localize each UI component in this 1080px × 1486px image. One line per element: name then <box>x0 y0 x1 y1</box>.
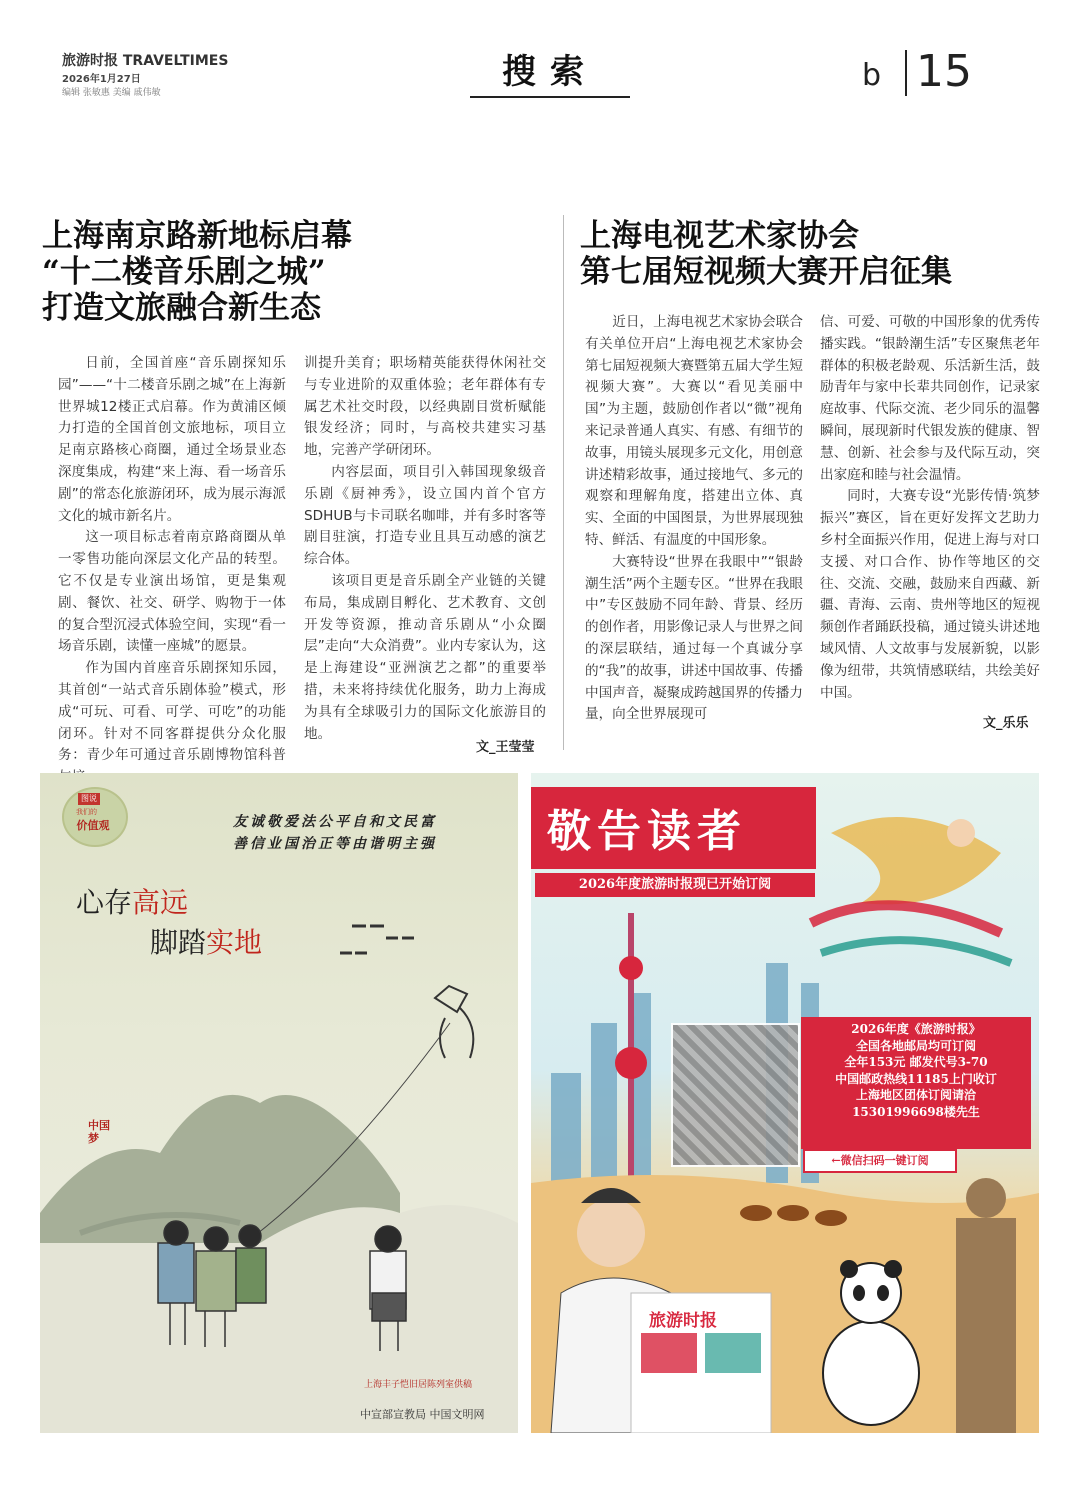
paragraph: 作为国内首座音乐剧探知乐园，其首创“一站式音乐剧体验”模式，形成“可玩、可看、可学、可吃”的功能闭环。针对不同客群提供分众化服务：青少年可通过音乐剧博物馆科普 <box>58 660 286 764</box>
slogan-red: 实地 <box>206 926 263 959</box>
info-line: 15301996698楼先生 <box>852 1104 980 1119</box>
poster-logo-bottom: 价值观 <box>76 819 110 832</box>
slogan-red: 高远 <box>132 886 189 919</box>
info-line: 全年153元 邮发代号3-70 <box>844 1055 988 1069</box>
qr-code[interactable] <box>671 1023 800 1167</box>
left-article-column-2 <box>304 353 546 745</box>
left-article-headline <box>42 218 542 326</box>
poster-credit-small: 上海丰子恺旧居陈列室供稿 <box>364 1380 473 1390</box>
kite-painting <box>40 773 518 1433</box>
poster-logo-mid: 我们的 <box>76 808 97 816</box>
scan-to-subscribe: ←微信扫码一键订阅 <box>803 1149 957 1173</box>
paragraph: 该项目更是音乐剧全产业链的关键布局，集成剧目孵化、艺术教育、文创开发等资源，推动音乐剧从“小众圈层”走向“大众消费”。业内专家认为，这是上海建设“亚洲演艺之都”的重要举措，未来将持续优化服务，助力上海成为具有全球吸引力的国际文化旅游目的地。 <box>304 572 546 742</box>
kite-icon <box>435 986 473 1058</box>
slogan-plain: 脚踏 <box>150 926 207 959</box>
left-article-author: 文_王莹莹 <box>476 740 535 755</box>
page-number: 15 <box>916 46 972 97</box>
info-line: 全国各地邮局均可订阅 <box>855 1038 976 1053</box>
subscription-info <box>801 1017 1031 1149</box>
right-article-column-1 <box>585 312 803 726</box>
values-poster <box>40 773 518 1433</box>
ad-title: 敬告读者 <box>547 806 747 857</box>
headline-line: 第七届短视频大赛开启征集 <box>580 254 952 290</box>
values-line-2: 善信业国治正等由谐明主强 <box>233 836 437 852</box>
poster-logo-top: 图说 <box>78 793 100 805</box>
paragraph: 日前，全国首座“音乐剧探知乐园”——“十二楼音乐剧之城”在上海新世界城12楼正式启幕。作为黄浦区倾力打造的全国首创文旅地标，项目立足南京路核心商圈，通过全场景业态深度集成，构建“来上海、看一场音乐剧”的常态化旅游闭环，成为展示海派文化的城市新名片。 <box>58 355 286 524</box>
info-line: 2026年度《旅游时报》 <box>851 1022 981 1036</box>
headline-line: “十二楼音乐剧之城” <box>42 254 326 290</box>
column-divider <box>563 215 564 750</box>
section-title: 搜索 <box>502 52 598 92</box>
ad-subtitle: 2026年度旅游时报现已开始订阅 <box>535 873 815 897</box>
left-article-column-1 <box>58 353 286 789</box>
values-line-1: 友诚敬爱法公平自和文民富 <box>233 814 437 830</box>
paragraph: 内容层面，项目引入韩国现象级音乐剧《厨神秀》，设立国内首个官方SDHUB与卡司联名咖啡，并有多时客等剧目驻演，打造专业且具互动感的演艺综合体。 <box>304 463 546 568</box>
masthead-editors: 编辑 张敏惠 美编 戚伟敏 <box>62 88 161 98</box>
right-article-author: 文_乐乐 <box>983 716 1029 731</box>
masthead-paper-name: 旅游时报 TRAVELTIMES <box>62 53 229 69</box>
section-underline <box>470 96 630 98</box>
page-letter: b <box>862 58 882 93</box>
apsara-figure <box>947 819 975 847</box>
birds-icon <box>340 926 414 953</box>
page-divider <box>905 50 907 96</box>
info-line: 中国邮政热线11185上门收订 <box>835 1071 997 1086</box>
paragraph: 信、可爱、可敬的中国形象的优秀传播实践。“银龄潮生活”专区聚焦老年群体的积极老龄观、乐活新生活，鼓励青年与家中长辈共同创作，记录家庭故事、代际交流、老少同乐的温馨瞬间，展现新时代银发族的健康、智慧、创新、社会参与及代际互动，突出家庭和睦与社会温情。 <box>820 314 1040 483</box>
headline-line: 打造文旅融合新生态 <box>42 290 321 326</box>
right-article-headline <box>580 218 1060 290</box>
newspaper-title: 旅游时报 <box>649 1311 717 1331</box>
headline-line: 上海南京路新地标启幕 <box>42 218 352 254</box>
right-article-column-2 <box>820 312 1040 704</box>
poster-credit: 中宣部宣教局 中国文明网 <box>360 1408 485 1421</box>
paragraph: 近日，上海电视艺术家协会联合有关单位开启“上海电视艺术家协会第七届短视频大赛暨第五届大学生短视频大赛”。大赛以“看见美丽中国”为主题，鼓励创作者以“微”视角来记录普通人真实、有感、有细节的故事，用镜头展现多元文化，用创意讲述精彩故事，通过接地气、多元的观察和理解角度，搭建出立体、真实、全面的中国图景，为世界展现独特、鲜活、有温度的中国形象。 <box>585 314 803 548</box>
headline-line: 上海电视艺术家协会 <box>580 218 859 254</box>
paragraph: 同时，大赛专设“光影传情·筑梦振兴”赛区，旨在更好发挥文艺助力乡村全面振兴作用，促进上海与对口支援、对口合作、协作等地区的交往、交流、交融，鼓励来自西藏、新疆、青海、云南、贵州等地区的短视频创作者踊跃投稿，通过镜头讲述地域风情、人文故事与发展新貌，以影像为纽带，共筑情感联结，共绘美好中国。 <box>820 488 1040 701</box>
info-line: 上海地区团体订阅请洽 <box>855 1088 976 1102</box>
masthead-date: 2026年1月27日 <box>62 74 141 85</box>
paragraph: 训提升美育；职场精英能获得休闲社交与专业进阶的双重体验；老年群体有专属艺术社交时段，以经典剧目赏析赋能银发经济；同时，与高校共建实习基地，完善产学研闭环。 <box>304 355 546 459</box>
paragraph: 这一项目标志着南京路商圈从单一零售功能向深层文化产品的转型。它不仅是专业演出场馆，更是集观剧、餐饮、社交、研学、购物于一体的复合型沉浸式体验空间，实现“看一场音乐剧，读懂一座城”的愿景。 <box>58 529 286 655</box>
paragraph: 大赛特设“世界在我眼中”“银龄潮生活”两个主题专区。“世界在我眼中”专区鼓励不同年龄、背景、经历的创作者，用影像记录人与世界之间的深层联结，通过每一个真诚分享的“我”的故事，讲述中国故事、传播中国声音，凝聚成跨越国界的传播力量，向全世界展现可 <box>585 553 803 723</box>
slogan-plain: 心存 <box>76 886 133 919</box>
china-dream-seal: 中国梦 <box>88 1119 110 1145</box>
subscription-ad <box>531 773 1039 1433</box>
